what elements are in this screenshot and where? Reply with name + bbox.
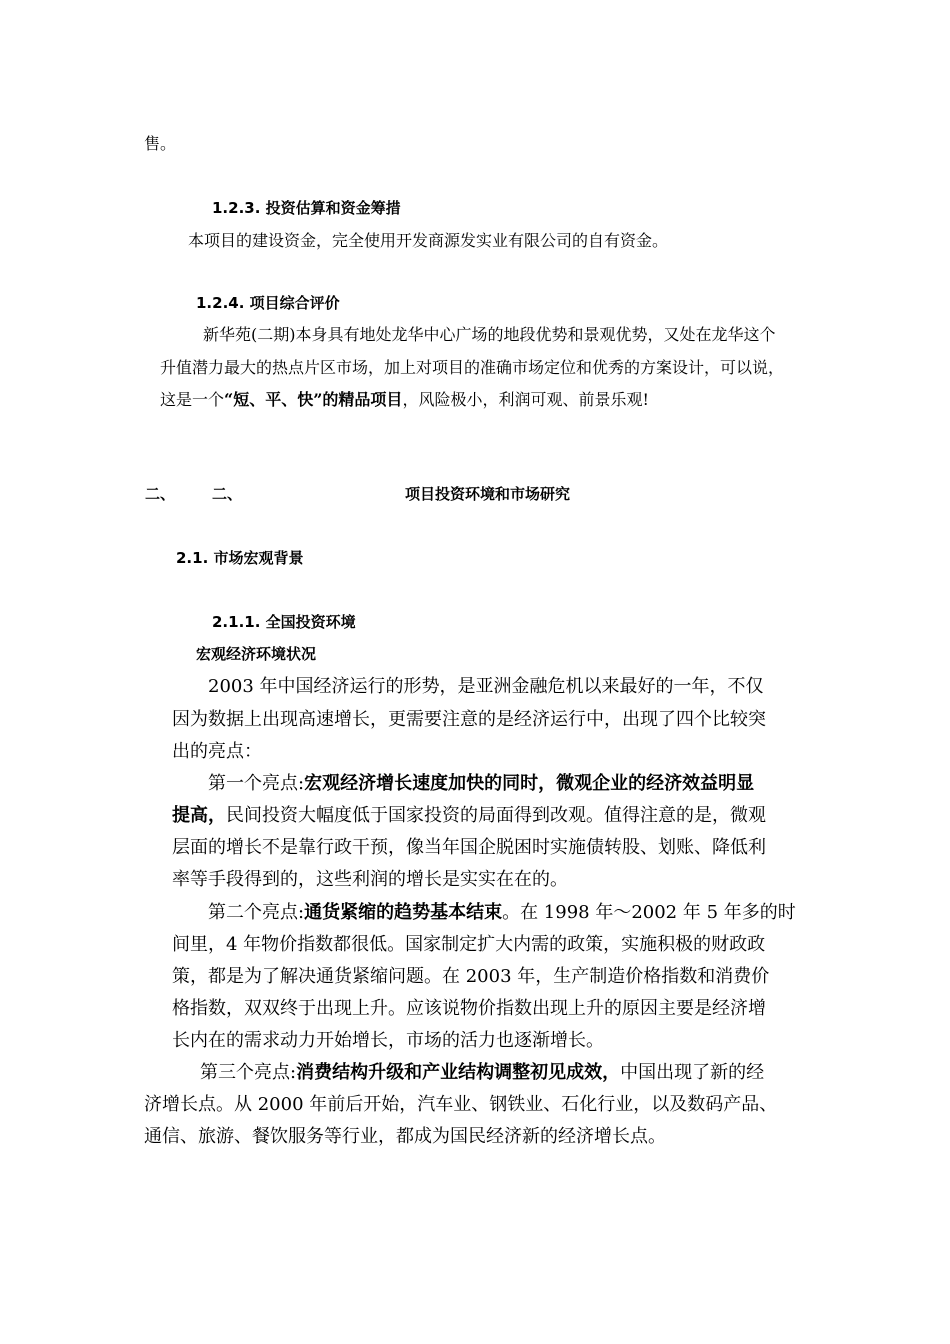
para1-line3: 出的亮点：: [172, 741, 262, 762]
bold-phrase: “短、平、快”的精品项目: [224, 390, 403, 409]
para3-line4: 格指数，双双终于出现上升。应该说物价指数出现上升的原因主要是经济增: [172, 998, 766, 1019]
para4-line3: 通信、旅游、餐饮服务等行业，都成为国民经济新的经济增长点。: [144, 1126, 666, 1147]
top-fragment: 售。: [144, 134, 177, 153]
heading-2-1-1: 2.1.1. 全国投资环境: [212, 613, 356, 631]
para3-line3: 策，都是为了解决通货紧缩问题。在 2003 年，生产制造价格指数和消费价: [172, 966, 770, 987]
para2-line2: 提高，民间投资大幅度低于国家投资的局面得到改观。值得注意的是，微观: [172, 805, 766, 826]
para2-line3: 层面的增长不是靠行政干预，像当年国企脱困时实施债转股、划账、降低利: [172, 837, 766, 858]
chapter-number-2: 二、: [212, 485, 243, 503]
paragraph-1-2-4-line2: 升值潜力最大的热点片区市场，加上对项目的准确市场定位和优秀的方案设计，可以说，: [160, 358, 785, 377]
heading-2-1: 2.1. 市场宏观背景: [176, 549, 304, 567]
heading-1-2-4: 1.2.4. 项目综合评价: [196, 294, 340, 312]
para4-line1: 第三个亮点:消费结构升级和产业结构调整初见成效，中国出现了新的经: [200, 1062, 765, 1083]
paragraph-1-2-4-line3: 这是一个“短、平、快”的精品项目，风险极小，利润可观、前景乐观!: [160, 390, 649, 409]
para1-line1: 2003 年中国经济运行的形势，是亚洲金融危机以来最好的一年，不仅: [208, 676, 764, 697]
para4-line2: 济增长点。从 2000 年前后开始，汽车业、钢铁业、石化行业，以及数码产品、: [144, 1094, 778, 1115]
para2-line1: 第一个亮点:宏观经济增长速度加快的同时，微观企业的经济效益明显: [208, 773, 755, 794]
para3-line2: 间里，4 年物价指数都很低。国家制定扩大内需的政策，实施积极的财政政: [172, 934, 766, 955]
chapter-title: 项目投资环境和市场研究: [405, 485, 571, 503]
para3-line1: 第二个亮点:通货紧缩的趋势基本结束。在 1998 年～2002 年 5 年多的时: [208, 902, 796, 923]
para1-line2: 因为数据上出现高速增长，更需要注意的是经济运行中，出现了四个比较突: [172, 709, 766, 730]
subheading-macro: 宏观经济环境状况: [196, 645, 317, 663]
heading-1-2-3: 1.2.3. 投资估算和资金筹措: [212, 199, 401, 217]
para2-line4: 率等手段得到的，这些利润的增长是实实在在的。: [172, 869, 568, 890]
chapter-number-1: 二、: [145, 485, 176, 503]
para3-line5: 长内在的需求动力开始增长，市场的活力也逐渐增长。: [172, 1030, 604, 1051]
paragraph-1-2-4-line1: 新华苑(二期)本身具有地处龙华中心广场的地段优势和景观优势，又处在龙华这个: [203, 325, 776, 344]
paragraph-1-2-3: 本项目的建设资金，完全使用开发商源发实业有限公司的自有资金。: [188, 231, 669, 250]
